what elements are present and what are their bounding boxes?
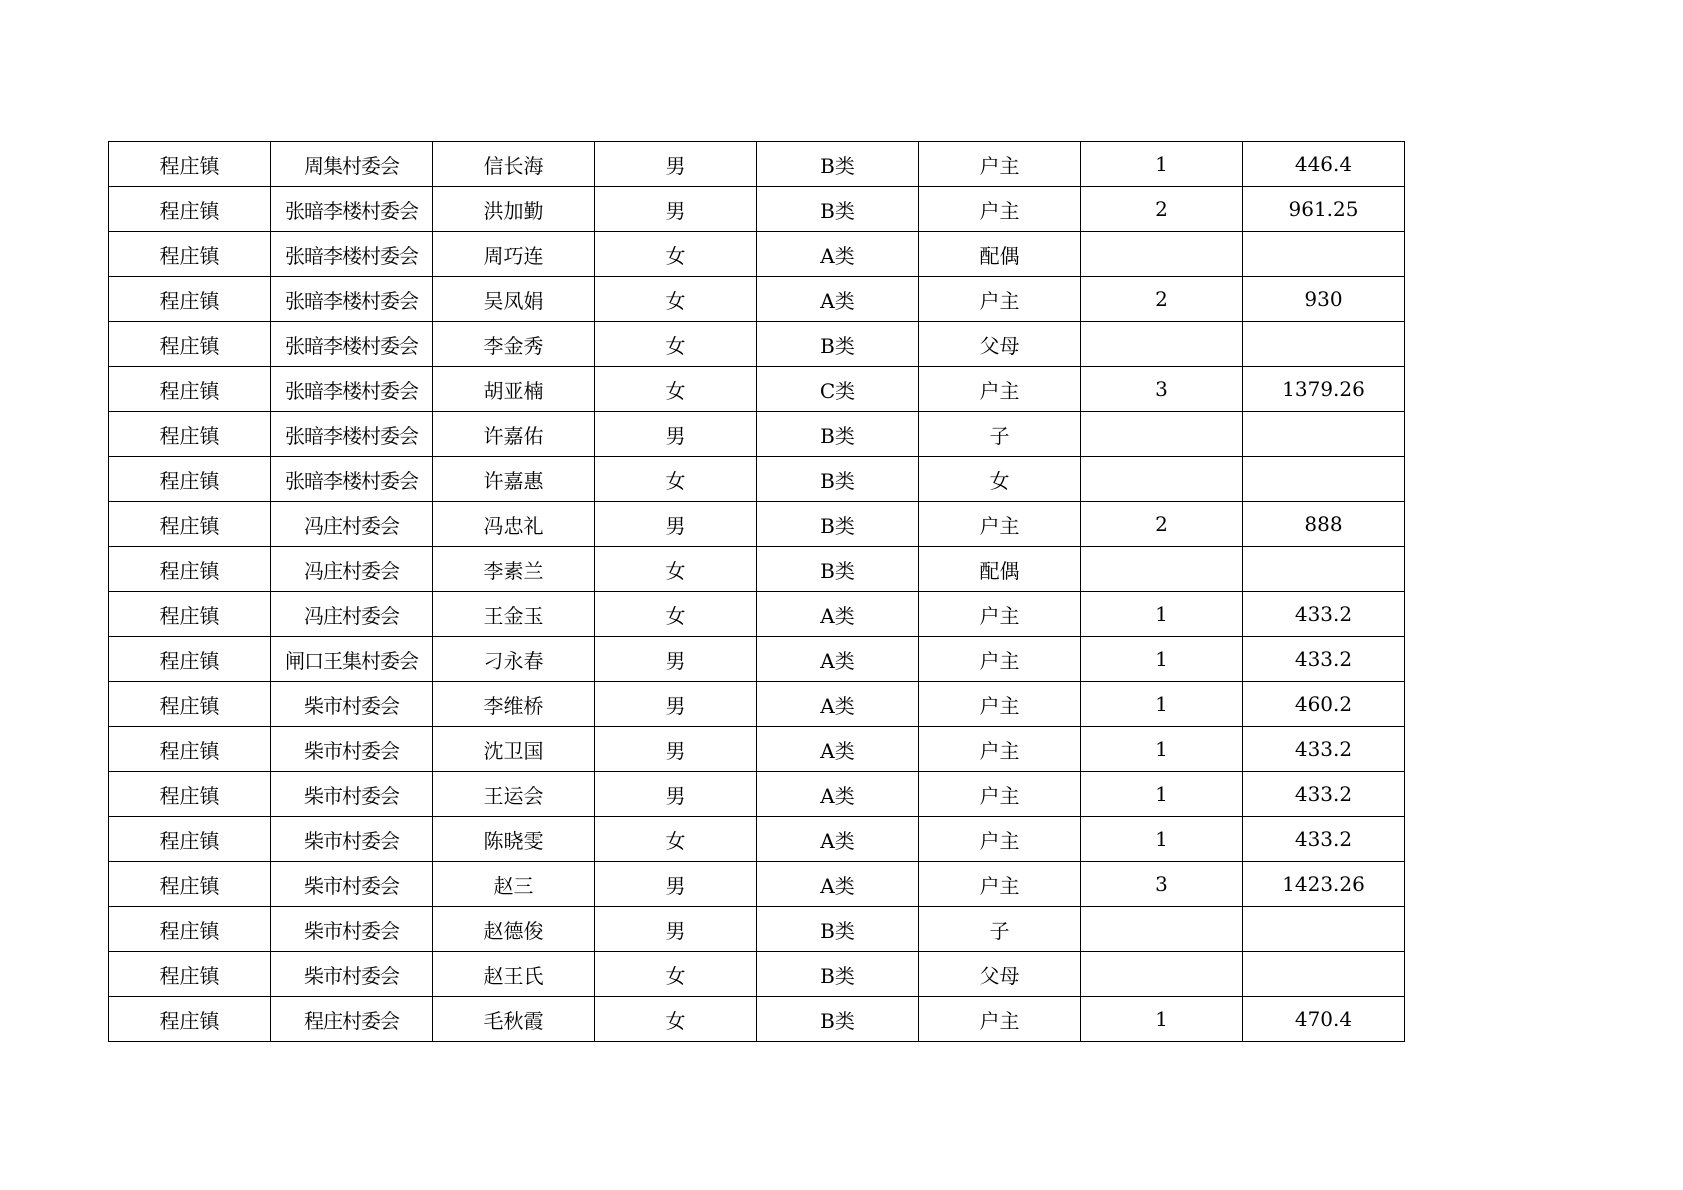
name-cell: 周巧连 <box>433 232 595 277</box>
category-cell: A类 <box>757 637 919 682</box>
town-cell: 程庄镇 <box>109 547 271 592</box>
category-cell: B类 <box>757 997 919 1042</box>
household-size-cell <box>1081 412 1243 457</box>
town-cell: 程庄镇 <box>109 907 271 952</box>
household-size-cell: 1 <box>1081 817 1243 862</box>
amount-cell: 433.2 <box>1243 637 1405 682</box>
name-cell: 陈晓雯 <box>433 817 595 862</box>
name-cell: 王运会 <box>433 772 595 817</box>
town-cell: 程庄镇 <box>109 997 271 1042</box>
town-cell: 程庄镇 <box>109 187 271 232</box>
town-cell: 程庄镇 <box>109 457 271 502</box>
village-cell: 张暗李楼村委会 <box>271 457 433 502</box>
town-cell: 程庄镇 <box>109 412 271 457</box>
household-size-cell <box>1081 322 1243 367</box>
village-cell: 张暗李楼村委会 <box>271 277 433 322</box>
table-row <box>109 772 1405 817</box>
village-cell: 张暗李楼村委会 <box>271 232 433 277</box>
category-cell: B类 <box>757 142 919 187</box>
name-cell: 赵王氏 <box>433 952 595 997</box>
village-cell: 周集村委会 <box>271 142 433 187</box>
category-cell: B类 <box>757 412 919 457</box>
table-row <box>109 952 1405 997</box>
relation-cell: 父母 <box>919 322 1081 367</box>
amount-cell: 446.4 <box>1243 142 1405 187</box>
name-cell: 王金玉 <box>433 592 595 637</box>
gender-cell: 女 <box>595 817 757 862</box>
name-cell: 胡亚楠 <box>433 367 595 412</box>
town-cell: 程庄镇 <box>109 637 271 682</box>
amount-cell <box>1243 952 1405 997</box>
household-size-cell: 1 <box>1081 997 1243 1042</box>
table-row <box>109 412 1405 457</box>
name-cell: 毛秋霞 <box>433 997 595 1042</box>
village-cell: 冯庄村委会 <box>271 502 433 547</box>
village-cell: 张暗李楼村委会 <box>271 412 433 457</box>
name-cell: 吴凤娟 <box>433 277 595 322</box>
gender-cell: 男 <box>595 142 757 187</box>
household-size-cell: 1 <box>1081 772 1243 817</box>
amount-cell: 888 <box>1243 502 1405 547</box>
gender-cell: 女 <box>595 367 757 412</box>
gender-cell: 女 <box>595 232 757 277</box>
relation-cell: 户主 <box>919 997 1081 1042</box>
table-row <box>109 907 1405 952</box>
village-cell: 张暗李楼村委会 <box>271 322 433 367</box>
town-cell: 程庄镇 <box>109 592 271 637</box>
table-row <box>109 277 1405 322</box>
data-table <box>108 141 1405 1042</box>
town-cell: 程庄镇 <box>109 502 271 547</box>
gender-cell: 女 <box>595 952 757 997</box>
household-size-cell: 3 <box>1081 862 1243 907</box>
name-cell: 许嘉惠 <box>433 457 595 502</box>
household-size-cell: 3 <box>1081 367 1243 412</box>
relation-cell: 子 <box>919 412 1081 457</box>
town-cell: 程庄镇 <box>109 277 271 322</box>
town-cell: 程庄镇 <box>109 727 271 772</box>
gender-cell: 男 <box>595 907 757 952</box>
gender-cell: 男 <box>595 187 757 232</box>
amount-cell: 433.2 <box>1243 592 1405 637</box>
household-size-cell: 1 <box>1081 142 1243 187</box>
relation-cell: 户主 <box>919 142 1081 187</box>
table-row <box>109 142 1405 187</box>
town-cell: 程庄镇 <box>109 817 271 862</box>
gender-cell: 男 <box>595 682 757 727</box>
gender-cell: 男 <box>595 772 757 817</box>
village-cell: 柴市村委会 <box>271 727 433 772</box>
category-cell: A类 <box>757 727 919 772</box>
amount-cell: 433.2 <box>1243 817 1405 862</box>
amount-cell: 961.25 <box>1243 187 1405 232</box>
category-cell: B类 <box>757 907 919 952</box>
relation-cell: 父母 <box>919 952 1081 997</box>
category-cell: A类 <box>757 232 919 277</box>
table-body <box>109 142 1405 1042</box>
town-cell: 程庄镇 <box>109 367 271 412</box>
amount-cell <box>1243 322 1405 367</box>
category-cell: A类 <box>757 682 919 727</box>
category-cell: B类 <box>757 502 919 547</box>
table-row <box>109 547 1405 592</box>
category-cell: A类 <box>757 592 919 637</box>
amount-cell <box>1243 547 1405 592</box>
name-cell: 刁永春 <box>433 637 595 682</box>
relation-cell: 女 <box>919 457 1081 502</box>
amount-cell <box>1243 457 1405 502</box>
category-cell: B类 <box>757 952 919 997</box>
household-size-cell: 1 <box>1081 592 1243 637</box>
table-row <box>109 817 1405 862</box>
village-cell: 柴市村委会 <box>271 907 433 952</box>
household-size-cell <box>1081 952 1243 997</box>
name-cell: 赵德俊 <box>433 907 595 952</box>
table-row <box>109 322 1405 367</box>
household-size-cell: 1 <box>1081 682 1243 727</box>
category-cell: B类 <box>757 322 919 367</box>
town-cell: 程庄镇 <box>109 682 271 727</box>
category-cell: A类 <box>757 817 919 862</box>
table-row <box>109 862 1405 907</box>
household-size-cell: 1 <box>1081 637 1243 682</box>
relation-cell: 户主 <box>919 862 1081 907</box>
village-cell: 程庄村委会 <box>271 997 433 1042</box>
village-cell: 柴市村委会 <box>271 772 433 817</box>
village-cell: 冯庄村委会 <box>271 592 433 637</box>
amount-cell <box>1243 412 1405 457</box>
table-row <box>109 232 1405 277</box>
gender-cell: 女 <box>595 547 757 592</box>
table-row <box>109 502 1405 547</box>
village-cell: 柴市村委会 <box>271 952 433 997</box>
amount-cell: 433.2 <box>1243 727 1405 772</box>
household-size-cell: 1 <box>1081 727 1243 772</box>
category-cell: A类 <box>757 277 919 322</box>
table-row <box>109 457 1405 502</box>
amount-cell: 1379.26 <box>1243 367 1405 412</box>
table-row <box>109 592 1405 637</box>
gender-cell: 女 <box>595 277 757 322</box>
category-cell: A类 <box>757 862 919 907</box>
relation-cell: 户主 <box>919 187 1081 232</box>
relation-cell: 户主 <box>919 817 1081 862</box>
relation-cell: 配偶 <box>919 232 1081 277</box>
amount-cell: 470.4 <box>1243 997 1405 1042</box>
household-size-cell <box>1081 457 1243 502</box>
relation-cell: 子 <box>919 907 1081 952</box>
village-cell: 闸口王集村委会 <box>271 637 433 682</box>
table-row <box>109 187 1405 232</box>
amount-cell <box>1243 907 1405 952</box>
gender-cell: 男 <box>595 412 757 457</box>
category-cell: B类 <box>757 547 919 592</box>
village-cell: 柴市村委会 <box>271 862 433 907</box>
household-size-cell: 2 <box>1081 187 1243 232</box>
town-cell: 程庄镇 <box>109 142 271 187</box>
name-cell: 洪加勤 <box>433 187 595 232</box>
amount-cell: 1423.26 <box>1243 862 1405 907</box>
relation-cell: 户主 <box>919 682 1081 727</box>
relation-cell: 户主 <box>919 277 1081 322</box>
gender-cell: 男 <box>595 502 757 547</box>
town-cell: 程庄镇 <box>109 322 271 367</box>
gender-cell: 女 <box>595 457 757 502</box>
relation-cell: 户主 <box>919 637 1081 682</box>
category-cell: A类 <box>757 772 919 817</box>
name-cell: 冯忠礼 <box>433 502 595 547</box>
category-cell: B类 <box>757 187 919 232</box>
relation-cell: 户主 <box>919 592 1081 637</box>
amount-cell: 433.2 <box>1243 772 1405 817</box>
gender-cell: 男 <box>595 727 757 772</box>
town-cell: 程庄镇 <box>109 772 271 817</box>
table-row <box>109 367 1405 412</box>
category-cell: B类 <box>757 457 919 502</box>
town-cell: 程庄镇 <box>109 862 271 907</box>
name-cell: 李金秀 <box>433 322 595 367</box>
gender-cell: 女 <box>595 997 757 1042</box>
village-cell: 张暗李楼村委会 <box>271 187 433 232</box>
town-cell: 程庄镇 <box>109 232 271 277</box>
name-cell: 许嘉佑 <box>433 412 595 457</box>
relation-cell: 户主 <box>919 502 1081 547</box>
relation-cell: 配偶 <box>919 547 1081 592</box>
table-row <box>109 637 1405 682</box>
town-cell: 程庄镇 <box>109 952 271 997</box>
household-size-cell: 2 <box>1081 502 1243 547</box>
village-cell: 冯庄村委会 <box>271 547 433 592</box>
relation-cell: 户主 <box>919 772 1081 817</box>
name-cell: 李维桥 <box>433 682 595 727</box>
relation-cell: 户主 <box>919 367 1081 412</box>
name-cell: 李素兰 <box>433 547 595 592</box>
household-size-cell <box>1081 547 1243 592</box>
amount-cell: 930 <box>1243 277 1405 322</box>
amount-cell <box>1243 232 1405 277</box>
category-cell: C类 <box>757 367 919 412</box>
household-size-cell <box>1081 907 1243 952</box>
household-size-cell: 2 <box>1081 277 1243 322</box>
relation-cell: 户主 <box>919 727 1081 772</box>
amount-cell: 460.2 <box>1243 682 1405 727</box>
household-size-cell <box>1081 232 1243 277</box>
village-cell: 张暗李楼村委会 <box>271 367 433 412</box>
table-row <box>109 682 1405 727</box>
gender-cell: 女 <box>595 592 757 637</box>
name-cell: 信长海 <box>433 142 595 187</box>
name-cell: 沈卫国 <box>433 727 595 772</box>
gender-cell: 男 <box>595 637 757 682</box>
gender-cell: 男 <box>595 862 757 907</box>
gender-cell: 女 <box>595 322 757 367</box>
table-row <box>109 997 1405 1042</box>
name-cell: 赵三 <box>433 862 595 907</box>
village-cell: 柴市村委会 <box>271 817 433 862</box>
village-cell: 柴市村委会 <box>271 682 433 727</box>
table-row <box>109 727 1405 772</box>
